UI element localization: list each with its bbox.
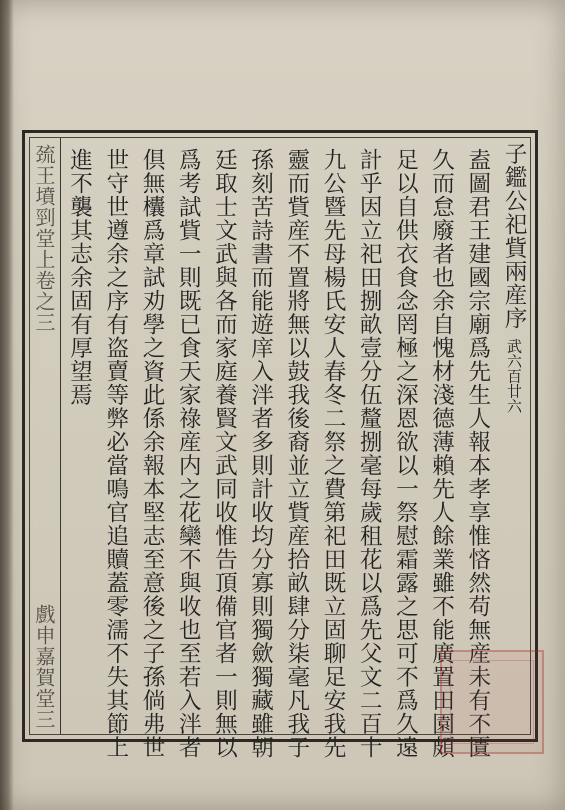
book-spine-shadow — [0, 0, 14, 810]
text-column: 倶無欜爲章試劝學之資此係余報本堅志至意後之子孫倘弗世 — [139, 148, 165, 759]
essay-title — [496, 142, 532, 413]
text-column: 久而怠廢者也余自愧材淺德薄賴先人餘業雖不能廣置田園頗 — [428, 148, 455, 759]
text-column: 盍圖君王建國宗廟爲先生人報本孝享惟悋然苟無産未有不匱 — [464, 148, 491, 759]
text-column: 計乎因立祀田捌畝壹分伍釐捌毫每歲租花以爲先父文二百十 — [356, 148, 383, 759]
margin-book-title: 巯王墳剄堂上卷之三 — [32, 144, 56, 333]
text-column: 九公暨先母楊氏安人春冬二祭之費第祀田既立固聊足安我先 — [320, 148, 346, 759]
essay-title-text: 子鑑公祀貲兩産序 — [501, 142, 527, 330]
text-column: 孫刻苦詩書而能遊庠入泮者多則計收均分寡則獨歛獨藏雖朝 — [247, 148, 274, 759]
text-column: 廷取士文武與各而家庭養賢文武同收惟告頂備官者一則無以 — [211, 148, 238, 759]
center-margin-strip — [30, 138, 61, 734]
text-column: 靈而貲産不置將無以鼓我後裔並立貲産拾畝肆分柒毫凡我子 — [283, 148, 310, 759]
text-column: 進不襲其志余固有厚望焉 — [66, 148, 93, 407]
margin-page-label: 戲申嘉賀堂三 — [32, 604, 56, 730]
text-column: 足以自供衣食念罔極之深恩欲以一祭慰霜露之思可不爲久遠 — [392, 148, 419, 759]
text-columns — [66, 140, 532, 759]
text-frame-inner — [29, 137, 531, 759]
text-column: 世守世遵余之序有盗賣等弊必當鳴官追贖蓋零濡不失其節上 — [102, 148, 129, 759]
red-seal-inner-border — [450, 660, 534, 744]
essay-title-note: 武六百廿六 — [505, 338, 523, 414]
text-column: 爲考試貲一則既已食天家祿産内之花欒不與收也至若入泮者 — [175, 148, 202, 759]
red-seal-stamp — [440, 650, 544, 754]
